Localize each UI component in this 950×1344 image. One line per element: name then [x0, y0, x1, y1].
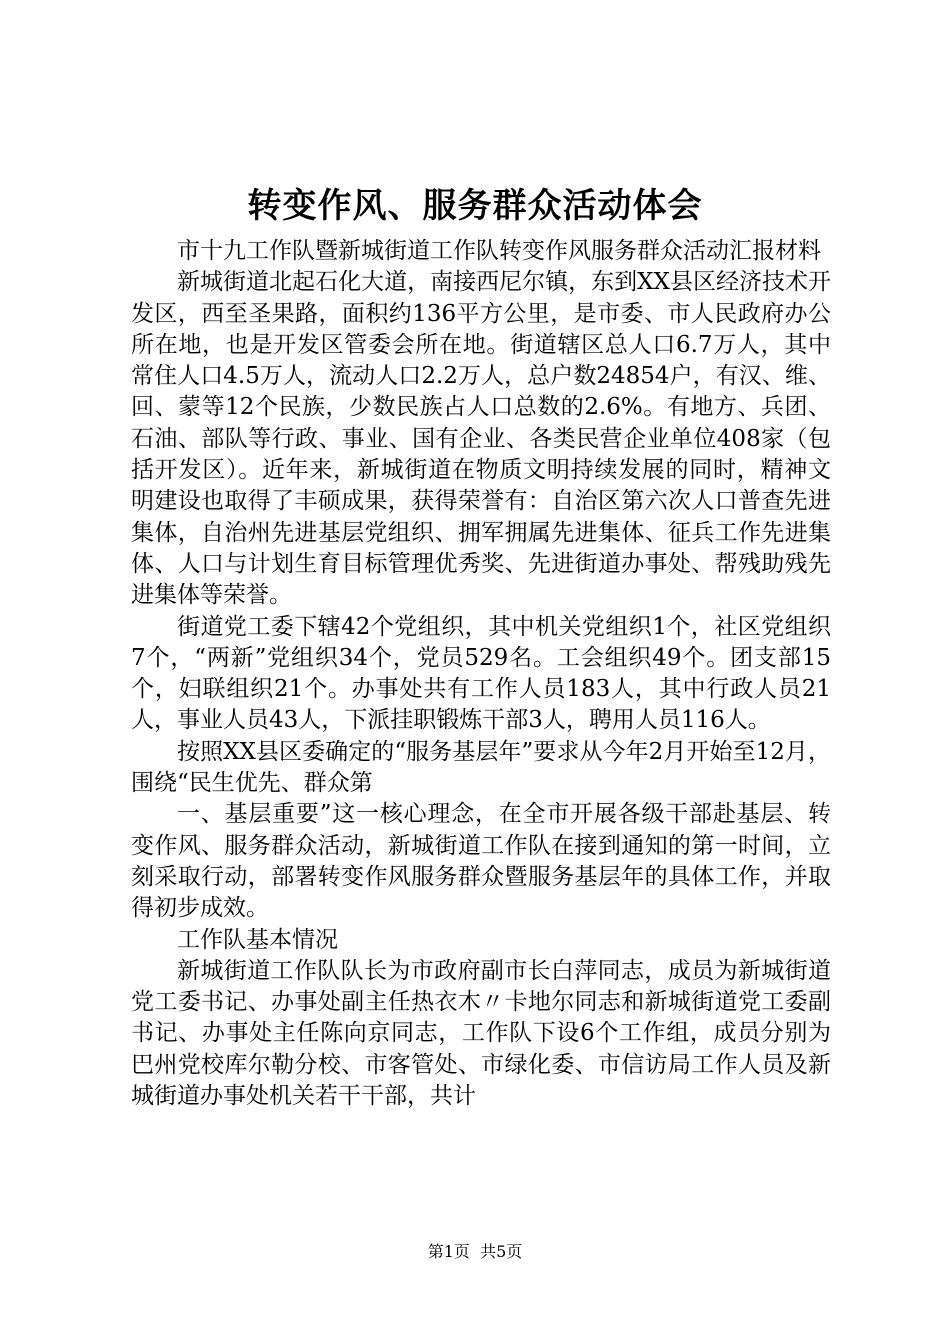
paragraph-team-members: 新城街道工作队队长为市政府副市长白萍同志，成员为新城街道党工委书记、办事处副主任热衣木〃卡地尔同志和新城街道党工委副书记、办事处主任陈向京同志，工作队下设6个工作组，成员分别为巴州党校库尔勒分校、市客管处、市绿化委、市信访局工作人员及新城街道办事处机关若干干部，共计	[131, 957, 831, 1110]
paragraph-service-year: 按照XX县区委确定的“服务基层年”要求从今年2月开始至12月，围绕“民生优先、群众第	[131, 738, 831, 797]
page-number: 第1页 共5页	[427, 1242, 523, 1261]
paragraph-overview: 新城街道北起石化大道，南接西尼尔镇，东到XX县区经济技术开发区，西至圣果路，面积约136平方公里，是市委、市人民政府办公所在地，也是开发区管委会所在地。街道辖区总人口6.7万人，其中常住人口4.5万人，流动人口2.2万人，总户数24854户，有汉、维、回、蒙等12个民族，少数民族占人口总数的2.6%。有地方、兵团、石油、部队等行政、事业、国有企业、各类民营企业单位408家（包括开发区）。近年来，新城街道在物质文明持续发展的同时，精神文明建设也取得了丰硕成果，获得荣誉有：自治区第六次人口普查先进集体，自治州先进基层党组织、拥军拥属先进集体、征兵工作先进集体、人口与计划生育目标管理优秀奖、先进街道办事处、帮残助残先进集体等荣誉。	[131, 269, 831, 609]
paragraph-core-concept: 一、基层重要”这一核心理念，在全市开展各级干部赴基层、转变作风、服务群众活动，新城街道工作队在接到通知的第一时间，立刻采取行动，部署转变作风服务群众暨服务基层年的具体工作，并取得初步成效。	[131, 801, 831, 922]
paragraph-intro: 市十九工作队暨新城街道工作队转变作风服务群众活动汇报材料	[177, 238, 821, 264]
document-body	[131, 236, 831, 1112]
section-heading-team-info: 工作队基本情况	[177, 926, 338, 953]
paragraph-party-organization: 街道党工委下辖42个党组织，其中机关党组织1个，社区党组织7个，“两新”党组织34个，党员529名。工会组织49个。团支部15个，妇联组织21个。办事处共有工作人员183人，其中行政人员21人，事业人员43人，下派挂职锻炼干部3人，聘用人员116人。	[131, 613, 831, 734]
document-title: 转变作风、服务群众活动体会	[247, 186, 703, 226]
